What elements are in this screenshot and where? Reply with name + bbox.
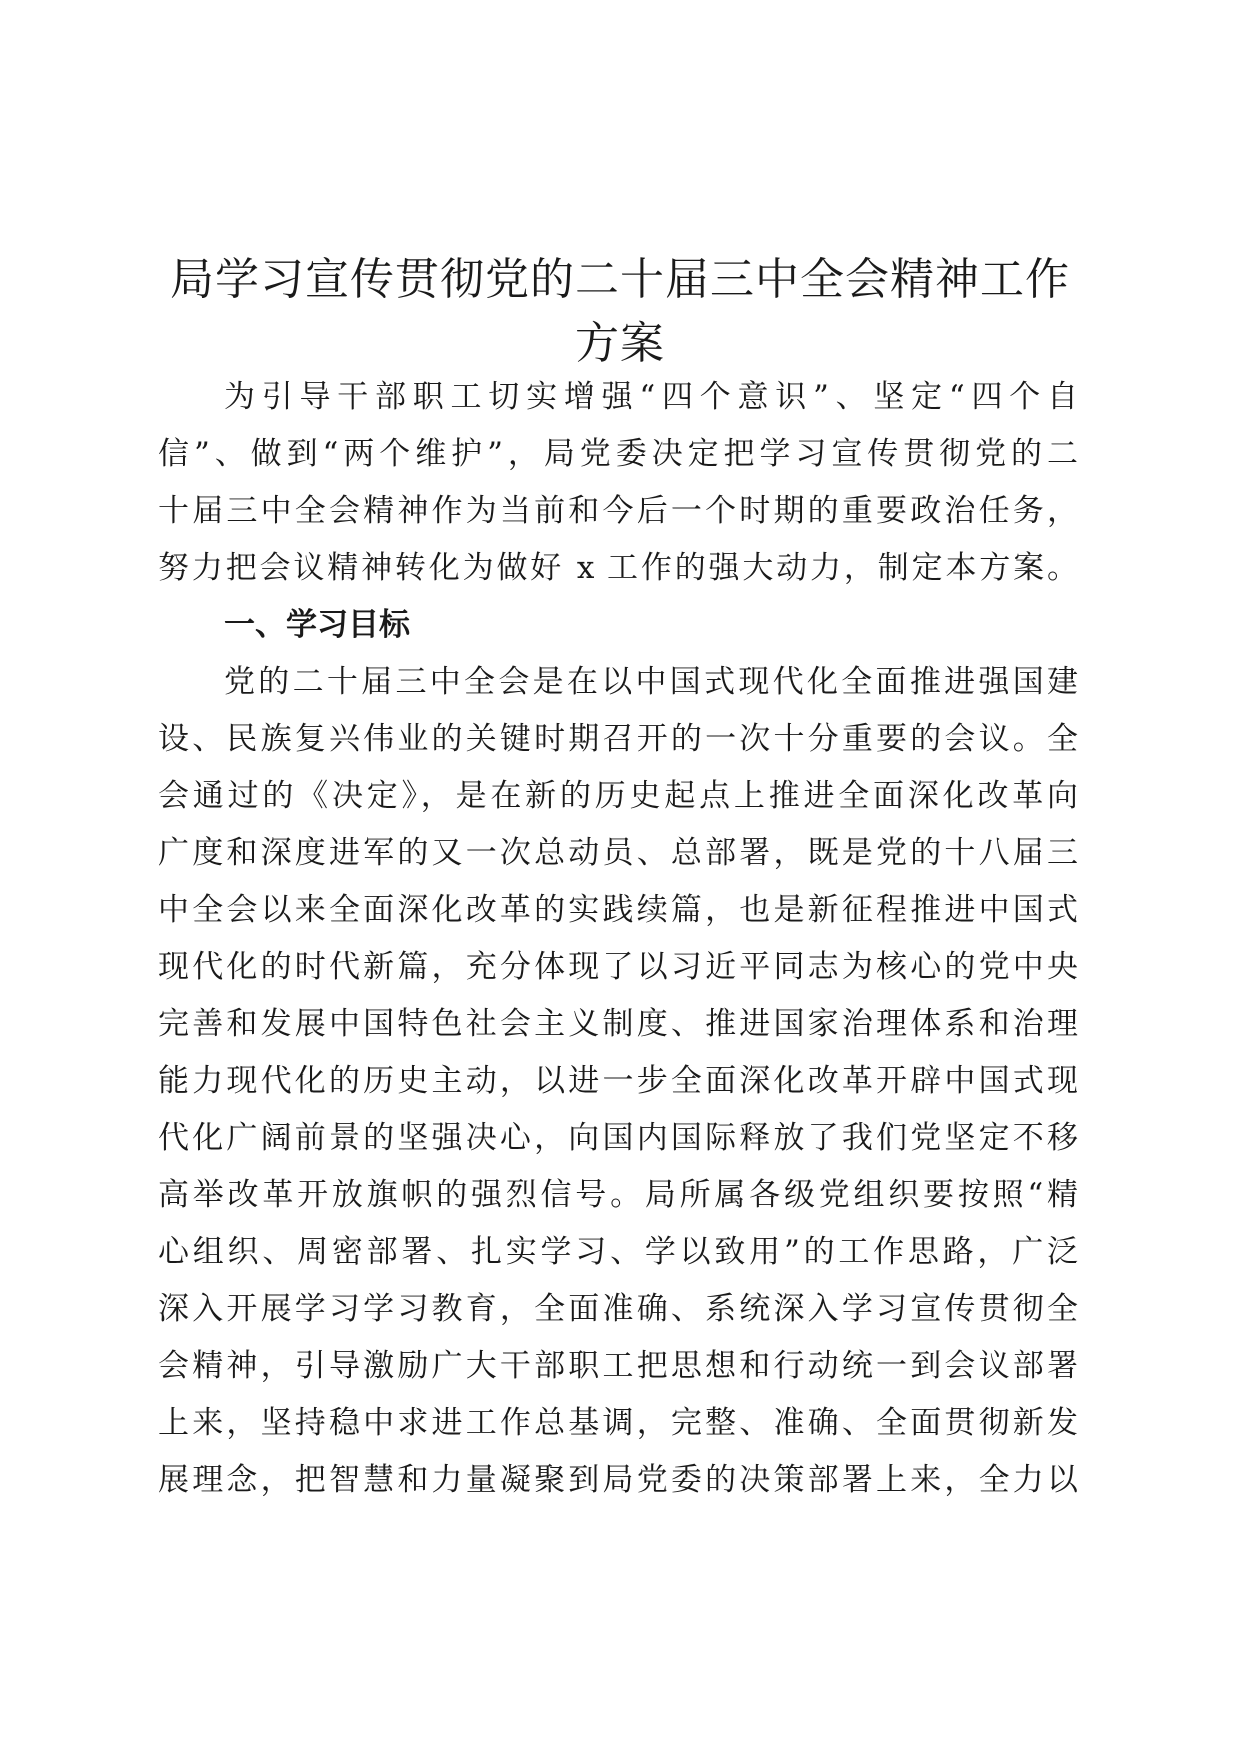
document-title-line-1: 局学习宣传贯彻党的二十届三中全会精神工作 (170, 254, 1070, 305)
paragraph-line: 努力把会议精神转化为做好 x 工作的强大动力，制定本方案。 (158, 550, 1078, 586)
paragraph-line: 信”、做到“两个维护”，局党委决定把学习宣传贯彻党的二 (158, 436, 1078, 472)
paragraph-line: 设、民族复兴伟业的关键时期召开的一次十分重要的会议。全 (158, 721, 1078, 757)
paragraph-line: 上来，坚持稳中求进工作总基调，完整、准确、全面贯彻新发 (158, 1405, 1078, 1441)
section-1 (158, 597, 1078, 1509)
paragraph-line: 深入开展学习学习教育，全面准确、系统深入学习宣传贯彻全 (158, 1291, 1078, 1327)
paragraph-line: 高举改革开放旗帜的强烈信号。局所属各级党组织要按照“精 (158, 1177, 1078, 1213)
paragraph-line: 为引导干部职工切实增强“四个意识”、坚定“四个自 (224, 379, 1078, 415)
document-title-line-2: 方案 (575, 318, 665, 369)
paragraph-line: 中全会以来全面深化改革的实践续篇，也是新征程推进中国式 (158, 892, 1078, 928)
intro-paragraph (158, 369, 1078, 597)
paragraph-line: 现代化的时代新篇，充分体现了以习近平同志为核心的党中央 (158, 949, 1078, 985)
paragraph-line: 完善和发展中国特色社会主义制度、推进国家治理体系和治理 (158, 1006, 1078, 1042)
paragraph-line: 十届三中全会精神作为当前和今后一个时期的重要政治任务， (158, 493, 1078, 529)
paragraph-line: 展理念，把智慧和力量凝聚到局党委的决策部署上来，全力以 (158, 1462, 1078, 1498)
paragraph-line: 能力现代化的历史主动，以进一步全面深化改革开辟中国式现 (158, 1063, 1078, 1099)
paragraph-line: 心组织、周密部署、扎实学习、学以致用”的工作思路，广泛 (158, 1234, 1078, 1270)
paragraph-line: 会通过的《决定》，是在新的历史起点上推进全面深化改革向 (158, 778, 1078, 814)
paragraph-line: 代化广阔前景的坚强决心，向国内国际释放了我们党坚定不移 (158, 1120, 1078, 1156)
paragraph-line: 广度和深度进军的又一次总动员、总部署，既是党的十八届三 (158, 835, 1078, 871)
section-heading: 一、学习目标 (224, 607, 410, 643)
paragraph-line: 党的二十届三中全会是在以中国式现代化全面推进强国建 (224, 664, 1078, 700)
paragraph-line: 会精神，引导激励广大干部职工把思想和行动统一到会议部署 (158, 1348, 1078, 1384)
